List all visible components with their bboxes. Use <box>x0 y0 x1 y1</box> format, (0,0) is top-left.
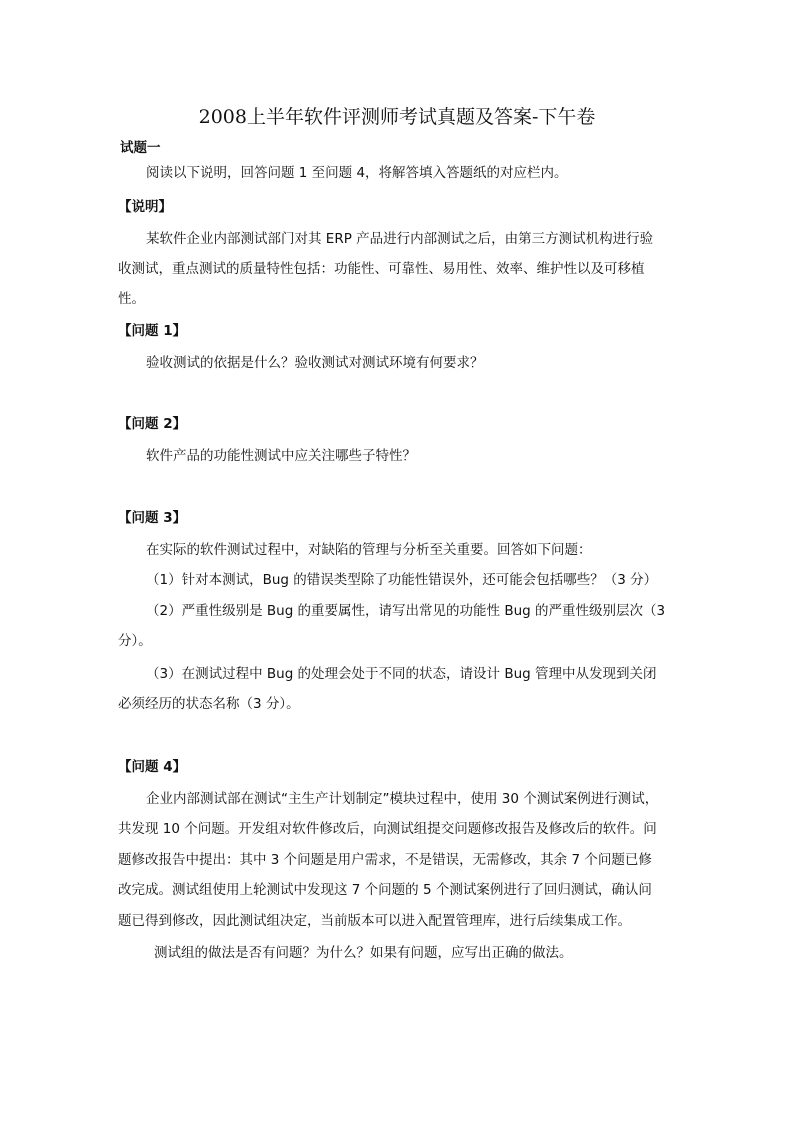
description-line: 性。 <box>118 291 145 307</box>
question4-line: 题已得到修改，因此测试组决定，当前版本可以进入配置管理库，进行后续集成工作。 <box>118 913 631 929</box>
description-line: 某软件企业内部测试部门对其 ERP 产品进行内部测试之后，由第三方测试机构进行验 <box>146 231 654 247</box>
description-line: 收测试，重点测试的质量特性包括：功能性、可靠性、易用性、效率、维护性以及可移植 <box>118 261 645 277</box>
question3-intro: 在实际的软件测试过程中，对缺陷的管理与分析至关重要。回答如下问题： <box>146 542 592 558</box>
question4-line: 共发现 10 个问题。开发组对软件修改后，向测试组提交问题修改报告及修改后的软件。问 <box>118 821 657 837</box>
question4-final: 测试组的做法是否有问题？为什么？如果有问题，应写出正确的做法。 <box>154 945 573 961</box>
intro-text: 阅读以下说明，回答问题 1 至问题 4，将解答填入答题纸的对应栏内。 <box>146 165 568 181</box>
document-title: 2008上半年软件评测师考试真题及答案-下午卷 <box>198 106 596 128</box>
question3-item3: （3）在测试过程中 Bug 的处理会处于不同的状态，请设计 Bug 管理中从发现到关闭 <box>146 666 657 682</box>
description-heading: 【说明】 <box>118 199 172 215</box>
question4-line: 企业内部测试部在测试“主生产计划制定”模块过程中，使用 30 个测试案例进行测试， <box>146 791 659 807</box>
question2-heading: 【问题 2】 <box>118 416 187 432</box>
question3-item3-continued: 必须经历的状态名称（3 分）。 <box>118 696 300 712</box>
question1-heading: 【问题 1】 <box>118 323 187 339</box>
question3-heading: 【问题 3】 <box>118 510 187 526</box>
question4-heading: 【问题 4】 <box>118 759 187 775</box>
question1-text: 验收测试的依据是什么？验收测试对测试环境有何要求？ <box>146 355 484 371</box>
question4-line: 题修改报告中提出：其中 3 个问题是用户需求，不是错误，无需修改，其余 7 个问题已修 <box>118 852 652 868</box>
question2-text: 软件产品的功能性测试中应关注哪些子特性？ <box>146 448 416 464</box>
question3-item2: （2）严重性级别是 Bug 的重要属性，请写出常见的功能性 Bug 的严重性级别层次（3 <box>146 603 666 619</box>
section-label: 试题一 <box>120 140 161 156</box>
question4-line: 改完成。测试组使用上轮测试中发现这 7 个问题的 5 个测试案例进行了回归测试，确认问 <box>118 882 652 898</box>
question3-item1: （1）针对本测试，Bug 的错误类型除了功能性错误外，还可能会包括哪些？（3 分） <box>146 572 658 588</box>
question3-item2-continued: 分）。 <box>118 633 152 649</box>
